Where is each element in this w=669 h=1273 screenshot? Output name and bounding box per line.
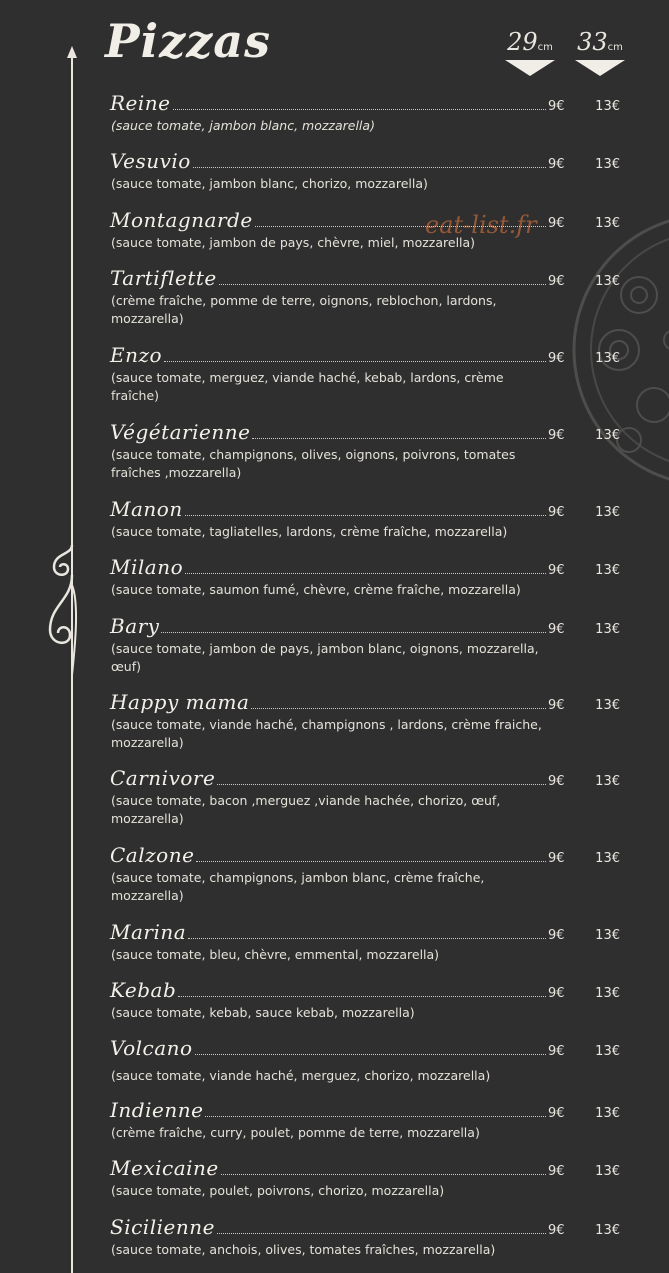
menu-item bbox=[110, 266, 630, 328]
item-name: Montagnarde bbox=[110, 208, 253, 232]
item-ingredients: (sauce tomate, kebab, sauce kebab, mozzarella) bbox=[111, 1005, 415, 1020]
menu-item bbox=[110, 497, 630, 541]
dot-leader bbox=[221, 1174, 546, 1175]
price-29: 9€ bbox=[548, 1164, 565, 1179]
item-ingredients: (crème fraîche, pomme de terre, oignons, reblochon, lardons, mozzarella) bbox=[111, 293, 497, 326]
item-name: Calzone bbox=[110, 843, 195, 867]
menu-item bbox=[110, 1036, 630, 1085]
item-ingredients: (sauce tomate, jambon de pays, chèvre, miel, mozzarella) bbox=[111, 235, 476, 250]
size-number: 33 bbox=[577, 28, 608, 56]
size-unit: cm bbox=[537, 42, 553, 53]
dot-leader bbox=[178, 996, 546, 997]
price-33: 13€ bbox=[595, 774, 620, 789]
item-ingredients: (sauce tomate, saumon fumé, chèvre, crème fraîche, mozzarella) bbox=[111, 582, 521, 597]
menu-item bbox=[110, 343, 630, 405]
price-29: 9€ bbox=[548, 351, 565, 366]
menu-item bbox=[110, 843, 630, 905]
size-header-small bbox=[502, 28, 558, 76]
item-name: Bary bbox=[110, 614, 160, 638]
dot-leader bbox=[205, 1116, 546, 1117]
item-ingredients: (sauce tomate, tagliatelles, lardons, crème fraîche, mozzarella) bbox=[111, 524, 508, 539]
item-name: Volcano bbox=[110, 1036, 193, 1060]
price-29: 9€ bbox=[548, 1106, 565, 1121]
price-29: 9€ bbox=[548, 1223, 565, 1238]
dot-leader bbox=[252, 438, 546, 439]
dot-leader bbox=[164, 361, 546, 362]
item-ingredients: (sauce tomate, champignons, jambon blanc, crème fraîche, mozzarella) bbox=[111, 870, 485, 903]
item-name: Enzo bbox=[110, 343, 163, 367]
item-name: Végétarienne bbox=[110, 420, 251, 444]
dot-leader bbox=[173, 109, 546, 110]
dot-leader bbox=[185, 573, 546, 574]
item-name: Reine bbox=[110, 91, 171, 115]
dot-leader bbox=[193, 167, 546, 168]
item-ingredients: (sauce tomate, bacon ,merguez ,viande hachée, chorizo, œuf, mozzarella) bbox=[111, 793, 501, 826]
price-33: 13€ bbox=[595, 505, 620, 520]
price-29: 9€ bbox=[548, 563, 565, 578]
dot-leader bbox=[217, 1233, 546, 1234]
size-header-large bbox=[572, 28, 628, 76]
menu-item bbox=[110, 978, 630, 1022]
dot-leader bbox=[161, 632, 546, 633]
dot-leader bbox=[255, 226, 546, 227]
item-ingredients: (crème fraîche, curry, poulet, pomme de terre, mozzarella) bbox=[111, 1125, 480, 1140]
dot-leader bbox=[219, 284, 546, 285]
item-name: Mexicaine bbox=[110, 1156, 219, 1180]
menu-item bbox=[110, 690, 630, 752]
item-name: Manon bbox=[110, 497, 183, 521]
price-29: 9€ bbox=[548, 986, 565, 1001]
item-ingredients: (sauce tomate, bleu, chèvre, emmental, mozzarella) bbox=[111, 947, 440, 962]
price-29: 9€ bbox=[548, 274, 565, 289]
item-name: Tartiflette bbox=[110, 266, 217, 290]
item-name: Milano bbox=[110, 555, 184, 579]
item-ingredients: (sauce tomate, jambon de pays, jambon blanc, oignons, mozzarella, œuf) bbox=[111, 641, 539, 674]
watermark: eat-list.fr bbox=[425, 211, 537, 239]
price-33: 13€ bbox=[595, 928, 620, 943]
menu-item bbox=[110, 1215, 630, 1259]
item-ingredients: (sauce tomate, anchois, olives, tomates fraîches, mozzarella) bbox=[111, 1242, 496, 1257]
item-ingredients: (sauce tomate, jambon blanc, chorizo, mozzarella) bbox=[111, 176, 428, 191]
item-name: Kebab bbox=[110, 978, 177, 1002]
dot-leader bbox=[251, 708, 546, 709]
price-29: 9€ bbox=[548, 622, 565, 637]
menu-title: Pizzas bbox=[105, 14, 272, 68]
item-name: Indienne bbox=[110, 1098, 204, 1122]
price-33: 13€ bbox=[595, 157, 620, 172]
price-29: 9€ bbox=[548, 698, 565, 713]
menu-item bbox=[110, 149, 630, 193]
menu-item bbox=[110, 420, 630, 482]
price-33: 13€ bbox=[595, 698, 620, 713]
item-name: Happy mama bbox=[110, 690, 250, 714]
triangle-down-icon bbox=[575, 60, 625, 76]
item-ingredients: (sauce tomate, merguez, viande haché, kebab, lardons, crème fraîche) bbox=[111, 370, 504, 403]
price-33: 13€ bbox=[595, 351, 620, 366]
item-ingredients: (sauce tomate, viande haché, merguez, chorizo, mozzarella) bbox=[111, 1068, 491, 1083]
price-33: 13€ bbox=[595, 851, 620, 866]
price-33: 13€ bbox=[595, 1044, 620, 1059]
dot-leader bbox=[188, 938, 546, 939]
menu-item bbox=[110, 91, 630, 135]
menu-item bbox=[110, 920, 630, 964]
price-33: 13€ bbox=[595, 1106, 620, 1121]
price-33: 13€ bbox=[595, 216, 620, 231]
size-number: 29 bbox=[507, 28, 538, 56]
menu-item bbox=[110, 614, 630, 676]
dot-leader bbox=[195, 1054, 546, 1055]
triangle-down-icon bbox=[505, 60, 555, 76]
price-29: 9€ bbox=[548, 774, 565, 789]
price-29: 9€ bbox=[548, 505, 565, 520]
swirl-ornament-icon bbox=[40, 545, 100, 675]
price-33: 13€ bbox=[595, 622, 620, 637]
size-unit: cm bbox=[607, 42, 623, 53]
price-29: 9€ bbox=[548, 428, 565, 443]
item-ingredients: (sauce tomate, viande haché, champignons , lardons, crème fraiche, mozzarella) bbox=[111, 717, 542, 750]
menu-item bbox=[110, 1098, 630, 1142]
menu-item bbox=[110, 208, 630, 252]
menu-item bbox=[110, 766, 630, 828]
item-name: Marina bbox=[110, 920, 187, 944]
price-33: 13€ bbox=[595, 274, 620, 289]
item-ingredients: (sauce tomate, jambon blanc, mozzarella) bbox=[111, 118, 375, 133]
price-33: 13€ bbox=[595, 99, 620, 114]
price-29: 9€ bbox=[548, 928, 565, 943]
price-29: 9€ bbox=[548, 99, 565, 114]
item-name: Vesuvio bbox=[110, 149, 191, 173]
dot-leader bbox=[217, 784, 546, 785]
price-33: 13€ bbox=[595, 428, 620, 443]
price-29: 9€ bbox=[548, 157, 565, 172]
price-33: 13€ bbox=[595, 563, 620, 578]
price-29: 9€ bbox=[548, 216, 565, 231]
item-name: Sicilienne bbox=[110, 1215, 215, 1239]
price-29: 9€ bbox=[548, 1044, 565, 1059]
price-33: 13€ bbox=[595, 1223, 620, 1238]
menu-item bbox=[110, 1156, 630, 1200]
price-33: 13€ bbox=[595, 1164, 620, 1179]
item-ingredients: (sauce tomate, champignons, olives, oignons, poivrons, tomates fraîches ,mozzarella) bbox=[111, 447, 516, 480]
dot-leader bbox=[196, 861, 546, 862]
menu-item bbox=[110, 555, 630, 599]
dot-leader bbox=[185, 515, 546, 516]
price-33: 13€ bbox=[595, 986, 620, 1001]
price-29: 9€ bbox=[548, 851, 565, 866]
item-ingredients: (sauce tomate, poulet, poivrons, chorizo, mozzarella) bbox=[111, 1183, 445, 1198]
item-name: Carnivore bbox=[110, 766, 216, 790]
